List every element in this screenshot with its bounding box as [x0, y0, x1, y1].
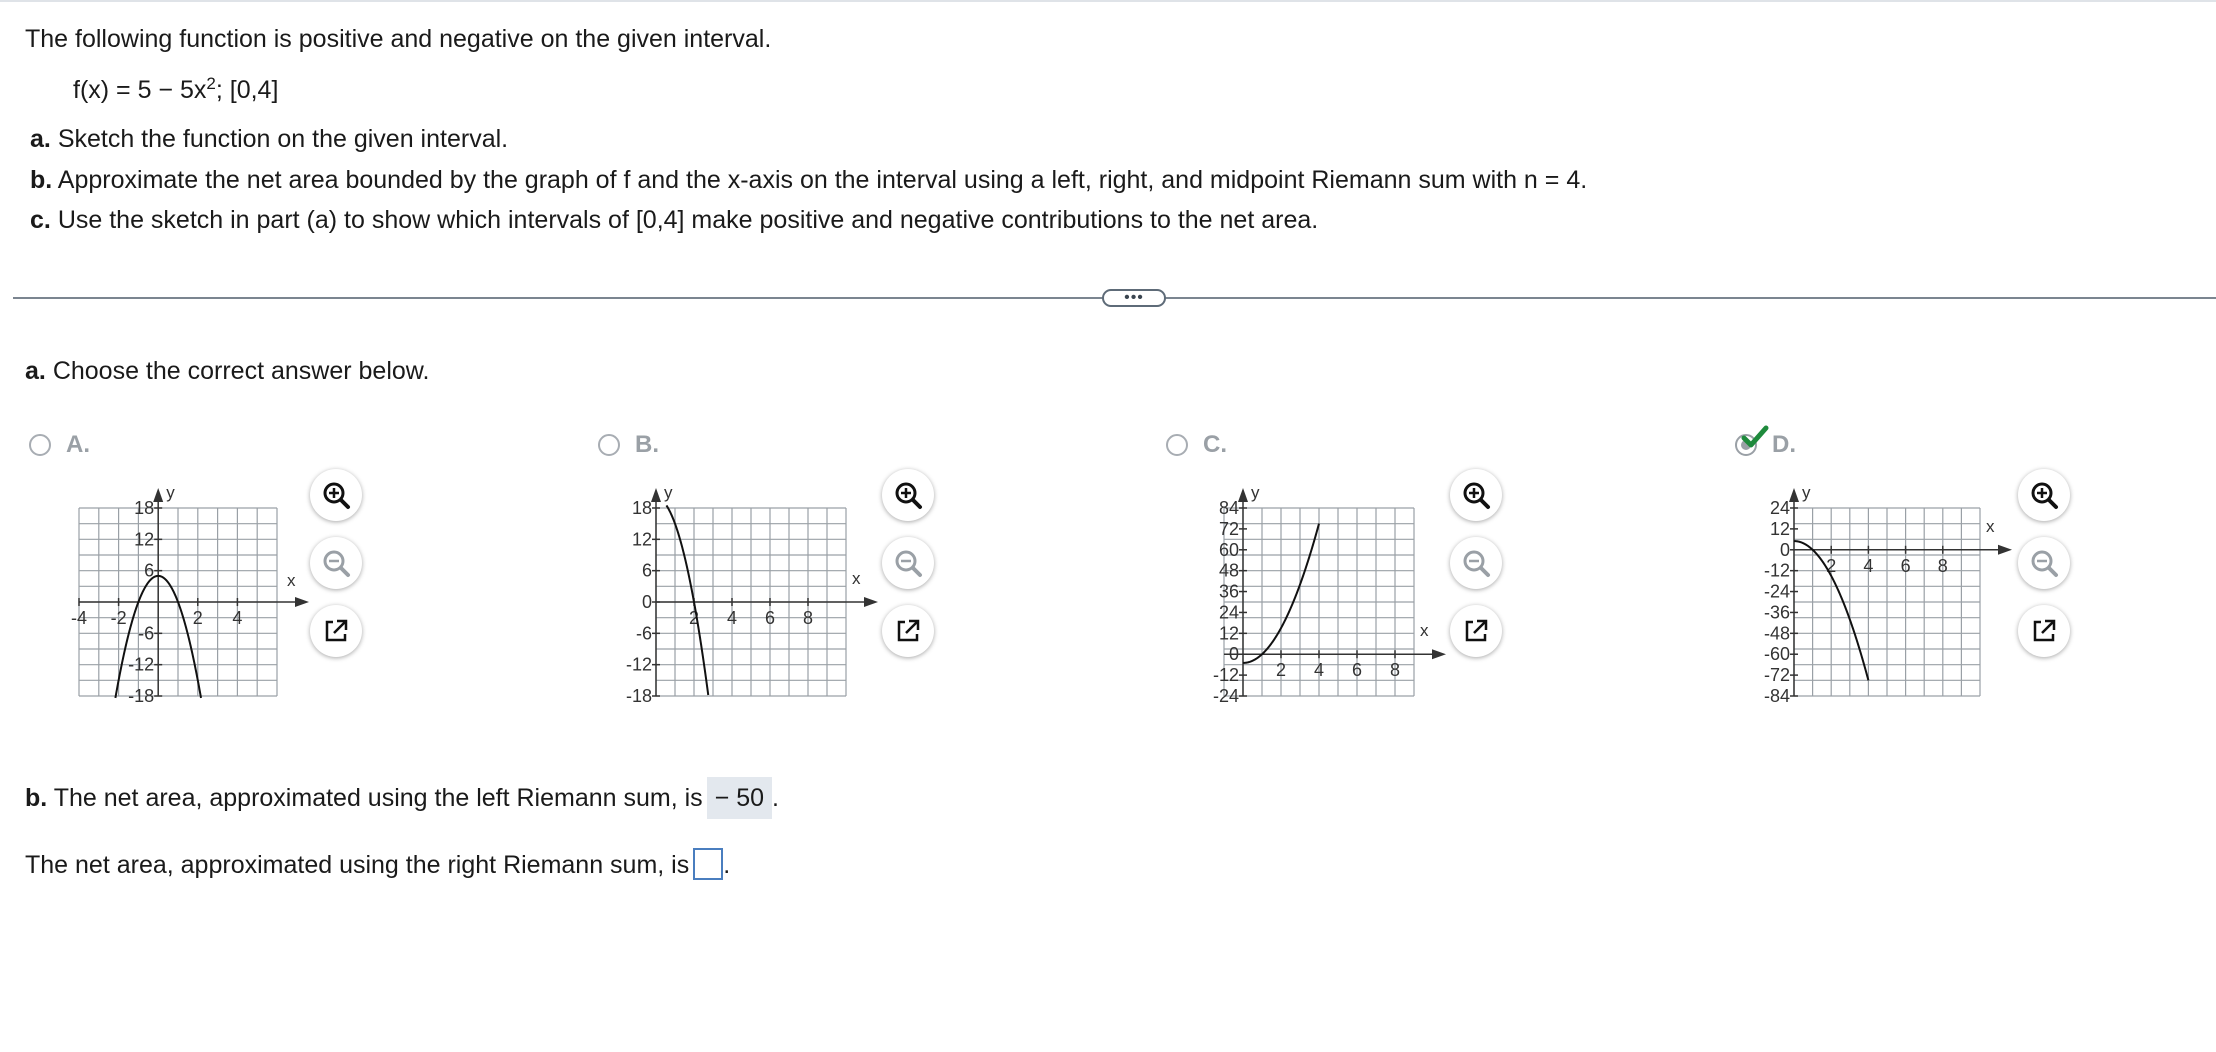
option-c-open-window-button[interactable] — [1450, 605, 1502, 657]
y-tick-label: 6 — [144, 560, 155, 581]
x-axis-label: x — [287, 571, 296, 590]
option-d-open-window-button[interactable] — [2018, 605, 2070, 657]
function-suffix: ; [0,4] — [215, 76, 279, 104]
left-sum-statement: b. The net area, approximated using the left Riemann sum, is − 50 . — [25, 777, 779, 819]
x-tick-label: 2 — [1275, 660, 1287, 681]
y-tick-label: -24 — [1763, 581, 1790, 602]
open-external-icon — [1460, 615, 1492, 647]
left-sum-answer: − 50 — [707, 777, 772, 819]
y-tick-label: 24 — [1218, 602, 1239, 623]
x-tick-label: 4 — [1863, 555, 1874, 576]
y-tick-label: 0 — [641, 592, 652, 612]
x-tick-label: 6 — [764, 608, 776, 628]
y-tick-label: -12 — [128, 654, 155, 675]
option-a-open-window-button[interactable] — [310, 605, 362, 657]
option-a-zoom-out-button[interactable] — [310, 537, 362, 589]
option-c-label[interactable]: C. — [1203, 431, 1227, 458]
x-tick-label: 4 — [726, 608, 738, 628]
y-axis-label: y — [664, 483, 673, 502]
zoom-in-icon — [1460, 479, 1492, 511]
option-b-radio[interactable] — [598, 434, 620, 456]
y-axis-label: y — [166, 483, 175, 502]
option-a-zoom-in-button[interactable] — [310, 469, 362, 521]
more-button[interactable]: ••• — [1102, 289, 1166, 307]
y-axis-arrow — [1238, 488, 1248, 502]
question-part-b: b. Approximate the net area bounded by the graph of f and the x-axis on the interval using a left, right, and midpoint Riemann sum with n = 4. — [30, 166, 1588, 194]
y-tick-label: 72 — [1218, 518, 1239, 539]
y-tick-label: 12 — [631, 529, 652, 550]
y-tick-label: -60 — [1763, 644, 1790, 665]
y-tick-label: -84 — [1763, 686, 1790, 706]
y-tick-label: 24 — [1769, 498, 1790, 518]
y-axis-label: y — [1251, 483, 1260, 502]
option-a-graph — [64, 470, 324, 706]
y-axis-arrow — [1789, 488, 1799, 502]
y-tick-label: 18 — [134, 498, 155, 518]
x-tick-label: 8 — [1937, 555, 1948, 576]
y-tick-label: 6 — [641, 560, 652, 581]
open-external-icon — [892, 615, 924, 647]
y-tick-label: 48 — [1218, 560, 1239, 581]
option-b-zoom-in-button[interactable] — [882, 469, 934, 521]
y-tick-label: 36 — [1218, 581, 1239, 602]
zoom-out-icon — [320, 547, 352, 579]
option-d-graph — [1744, 470, 2020, 706]
x-tick-label: 2 — [688, 608, 700, 628]
part-a-prompt: a. Choose the correct answer below. — [25, 357, 430, 385]
y-tick-label: 84 — [1218, 498, 1239, 518]
x-tick-label: 8 — [1389, 660, 1401, 681]
option-c-radio[interactable] — [1166, 434, 1188, 456]
question-part-c: c. Use the sketch in part (a) to show which intervals of [0,4] make positive and negative contributions to the net area. — [30, 206, 1319, 234]
y-tick-label: -18 — [625, 686, 652, 706]
open-external-icon — [320, 615, 352, 647]
y-tick-label: 12 — [1769, 518, 1790, 539]
x-tick-label: 8 — [802, 608, 814, 628]
x-tick-label: 4 — [232, 608, 243, 628]
y-tick-label: -6 — [138, 623, 155, 644]
x-tick-label: -4 — [70, 608, 88, 628]
right-sum-input[interactable] — [693, 848, 723, 880]
y-tick-label: -6 — [635, 623, 652, 644]
x-axis-arrow — [1432, 649, 1446, 659]
function-exponent: 2 — [206, 74, 216, 93]
x-tick-label: 4 — [1313, 660, 1325, 681]
x-tick-label: 6 — [1900, 555, 1911, 576]
option-c-zoom-out-button[interactable] — [1450, 537, 1502, 589]
x-tick-label: -2 — [110, 608, 127, 628]
y-tick-label: 12 — [1218, 623, 1239, 644]
y-tick-label: -24 — [1212, 686, 1239, 706]
option-c-zoom-in-button[interactable] — [1450, 469, 1502, 521]
zoom-in-icon — [320, 479, 352, 511]
zoom-in-icon — [892, 479, 924, 511]
y-axis-arrow — [153, 488, 163, 502]
y-tick-label: -18 — [128, 686, 155, 706]
x-axis-label: x — [1986, 516, 1995, 536]
x-tick-label: 2 — [192, 608, 203, 628]
y-tick-label: -12 — [625, 654, 652, 675]
option-b-open-window-button[interactable] — [882, 605, 934, 657]
y-tick-label: 12 — [134, 529, 155, 550]
option-d-label[interactable]: D. — [1772, 431, 1796, 458]
option-d-zoom-out-button[interactable] — [2018, 537, 2070, 589]
question-part-a: a. Sketch the function on the given interval. — [30, 125, 509, 153]
right-sum-statement: The net area, approximated using the right Riemann sum, is . — [25, 847, 730, 883]
y-tick-label: 0 — [1228, 644, 1239, 665]
correct-check-icon — [1741, 424, 1769, 452]
y-tick-label: 0 — [1779, 539, 1790, 560]
open-external-icon — [2028, 615, 2060, 647]
x-tick-label: 2 — [1826, 555, 1837, 576]
x-axis-arrow — [864, 597, 878, 607]
question-intro: The following function is positive and negative on the given interval. — [25, 25, 772, 53]
y-tick-label: 60 — [1218, 539, 1239, 560]
y-tick-label: -12 — [1212, 665, 1239, 686]
y-tick-label: 18 — [631, 498, 652, 518]
option-b-zoom-out-button[interactable] — [882, 537, 934, 589]
y-axis-arrow — [651, 488, 661, 502]
zoom-in-icon — [2028, 479, 2060, 511]
y-tick-label: -36 — [1763, 602, 1790, 623]
y-tick-label: -72 — [1763, 665, 1790, 686]
top-border — [0, 0, 2216, 2]
option-a-radio[interactable] — [29, 434, 51, 456]
option-d-zoom-in-button[interactable] — [2018, 469, 2070, 521]
option-b-graph — [606, 470, 886, 706]
option-a-label[interactable]: A. — [66, 431, 90, 458]
function-prefix: f(x) = 5 − 5x — [73, 76, 207, 104]
x-axis-label: x — [1420, 621, 1429, 641]
option-b-label[interactable]: B. — [635, 431, 659, 458]
zoom-out-icon — [892, 547, 924, 579]
function-definition — [73, 76, 278, 105]
y-tick-label: -12 — [1763, 560, 1790, 581]
zoom-out-icon — [1460, 547, 1492, 579]
x-axis-label: x — [852, 569, 861, 588]
y-axis-label: y — [1802, 483, 1811, 502]
x-axis-arrow — [295, 597, 309, 607]
option-c-graph — [1174, 470, 1454, 706]
function-curve — [666, 505, 708, 695]
zoom-out-icon — [2028, 547, 2060, 579]
x-axis-arrow — [1998, 545, 2012, 555]
y-tick-label: -48 — [1763, 623, 1790, 644]
x-tick-label: 6 — [1351, 660, 1363, 681]
